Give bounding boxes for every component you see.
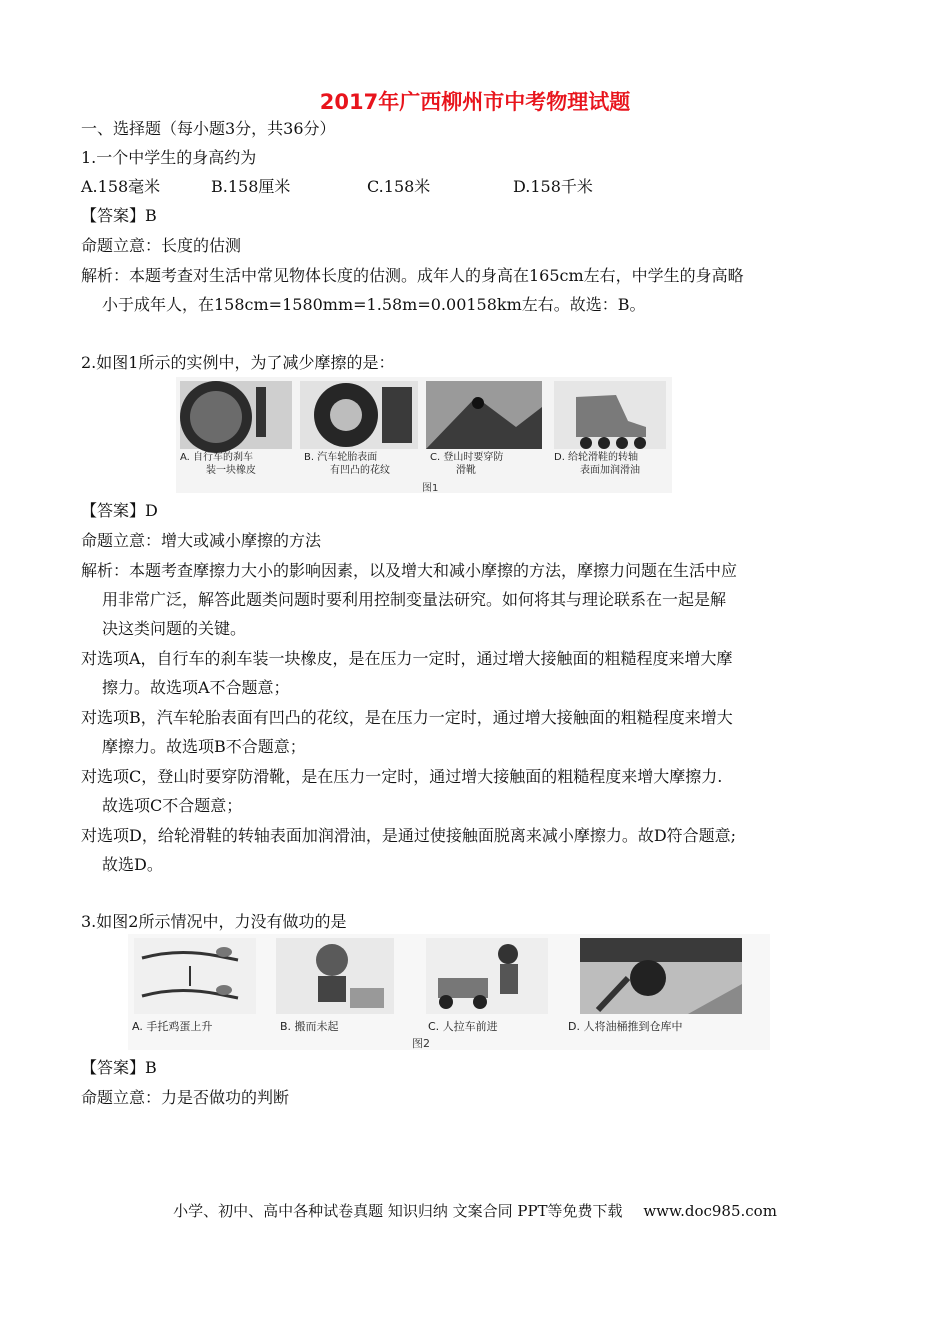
q2-analysis-line: 对选项B，汽车轮胎表面有凹凸的花纹，是在压力一定时，通过增大接触面的粗糙程度来增大 <box>81 708 733 727</box>
q1-analysis-line: 小于成年人，在158cm=1580mm=1.58m=0.00158km左右。故选：B。 <box>102 295 646 314</box>
caption-line: 滑靴 <box>456 465 476 476</box>
q3-intent: 命题立意：力是否做功的判断 <box>81 1088 290 1107</box>
q1-question: 1.一个中学生的身高约为 <box>81 148 257 167</box>
q2-analysis-line: 摩擦力。故选项B不合题意； <box>102 737 306 756</box>
figure-2-label: 图2 <box>412 1037 430 1050</box>
q3-question: 3.如图2所示情况中，力没有做功的是 <box>81 912 347 931</box>
q2-answer: 【答案】D <box>81 501 158 520</box>
q1-option-b: B.158厘米 <box>211 177 291 196</box>
footer-text: 小学、初中、高中各种试卷真题 知识归纳 文案合同 PPT等免费下载 <box>173 1202 623 1220</box>
figure-1-caption-d <box>554 451 640 477</box>
figure-1-caption-a <box>180 451 256 477</box>
q1-answer: 【答案】B <box>81 206 157 225</box>
footer-link[interactable]: www.doc985.com <box>643 1202 777 1220</box>
q2-analysis-line: 用非常广泛，解答此题类问题时要利用控制变量法研究。如何将其与理论联系在一起是解 <box>102 590 727 609</box>
caption-line: 有凹凸的花纹 <box>330 465 390 476</box>
q2-analysis-line: 对选项C，登山时要穿防滑靴，是在压力一定时，通过增大接触面的粗糙程度来增大摩擦力. <box>81 767 723 786</box>
section-heading: 一、选择题（每小题3分，共36分） <box>81 119 336 138</box>
page-title: 2017年广西柳州市中考物理试题 <box>319 90 631 114</box>
caption-line: B. 汽车轮胎表面 <box>304 452 378 463</box>
q3-answer: 【答案】B <box>81 1058 157 1077</box>
q2-intent: 命题立意：增大或减小摩擦的方法 <box>81 531 322 550</box>
q2-analysis-line: 决这类问题的关键。 <box>102 619 247 638</box>
q1-analysis-line: 解析：本题考查对生活中常见物体长度的估测。成年人的身高在165cm左右，中学生的身高略 <box>81 266 744 285</box>
figure-1-caption-b <box>304 451 390 477</box>
figure-2-caption-c: C. 人拉车前进 <box>428 1020 498 1033</box>
figure-1 <box>176 377 672 493</box>
q2-analysis-line: 对选项D，给轮滑鞋的转轴表面加润滑油，是通过使接触面脱离来减小摩擦力。故D符合题意; <box>81 826 737 845</box>
figure-1-caption-c <box>430 451 503 477</box>
q2-analysis-line: 解析：本题考查摩擦力大小的影响因素，以及增大和减小摩擦的方法，摩擦力问题在生活中应 <box>81 561 738 580</box>
caption-line: A. 自行车的刹车 <box>180 452 254 463</box>
q1-intent: 命题立意：长度的估测 <box>81 236 242 255</box>
q2-analysis-line: 故选D。 <box>102 855 163 874</box>
caption-line: D. 给轮滑鞋的转轴 <box>554 452 639 463</box>
q1-option-a: A.158毫米 <box>81 177 161 196</box>
page-footer <box>0 1200 950 1221</box>
q2-question: 2.如图1所示的实例中，为了减少摩擦的是： <box>81 353 395 372</box>
figure-2-caption-b: B. 搬而未起 <box>280 1020 339 1033</box>
q1-option-d: D.158千米 <box>513 177 593 196</box>
figure-1-label: 图1 <box>422 483 439 493</box>
q1-option-c: C.158米 <box>367 177 431 196</box>
caption-line: C. 登山时要穿防 <box>430 452 504 463</box>
q2-analysis-line: 对选项A，自行车的刹车装一块橡皮，是在压力一定时，通过增大接触面的粗糙程度来增大摩 <box>81 649 733 668</box>
caption-line: 表面加润滑油 <box>580 465 640 476</box>
figure-2-caption-d: D. 人将油桶推到仓库中 <box>568 1020 683 1033</box>
caption-line: 装一块橡皮 <box>206 465 256 476</box>
figure-2 <box>128 934 770 1050</box>
figure-2-caption-a: A. 手托鸡蛋上升 <box>132 1020 213 1033</box>
q2-analysis-line: 故选项C不合题意； <box>102 796 243 815</box>
q2-analysis-line: 擦力。故选项A不合题意； <box>102 678 290 697</box>
hand-eggs-drawing <box>134 938 256 1014</box>
